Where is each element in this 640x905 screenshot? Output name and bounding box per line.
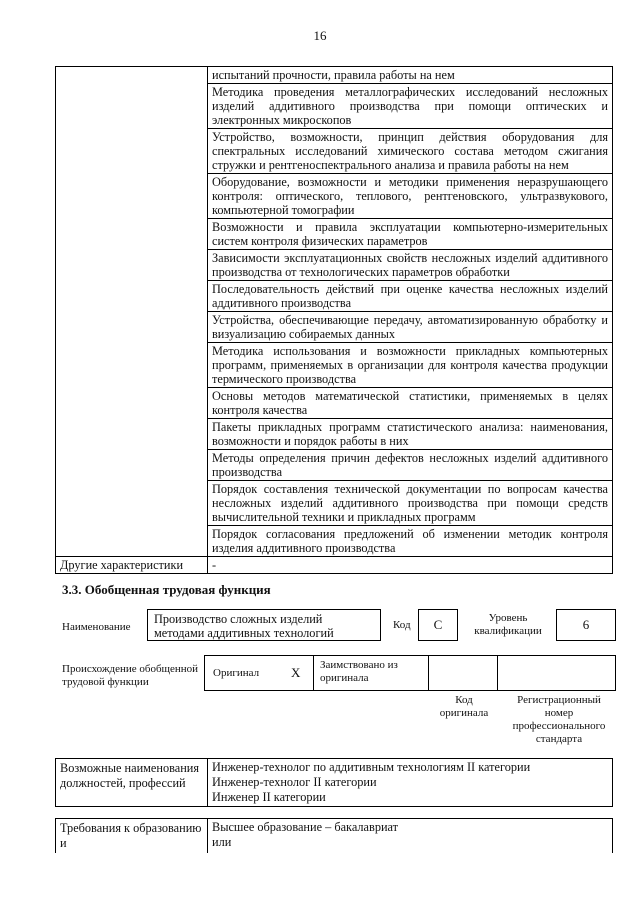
knowledge-item: Методика использования и возможности прикладных компьютерных программ, применяемых в организации для контроля качества продукции термического производства bbox=[208, 343, 613, 388]
knowledge-item: Порядок составления технической документации по вопросам качества несложных изделий аддитивного производства при помощи средств вычислительной техники и прикладных программ bbox=[208, 481, 613, 526]
tf-name-label: Наименование bbox=[62, 621, 131, 633]
other-value: - bbox=[208, 557, 613, 574]
origin-code-caption: Код оригинала bbox=[439, 694, 489, 719]
knowledge-item: Возможности и правила эксплуатации компьютерно-измерительных систем контроля физических параметров bbox=[208, 219, 613, 250]
section-title: 3.3. Обобщенная трудовая функция bbox=[62, 582, 271, 597]
knowledge-item: Методы определения причин дефектов несложных изделий аддитивного производства bbox=[208, 450, 613, 481]
knowledge-item: Пакеты прикладных программ статистического анализа: наименования, возможности и порядок работы в них bbox=[208, 419, 613, 450]
tf-level-label: Уровень квалификации bbox=[474, 612, 542, 637]
knowledge-item: испытаний прочности, правила работы на нем bbox=[208, 67, 613, 84]
knowledge-table bbox=[55, 66, 613, 574]
knowledge-item: Устройства, обеспечивающие передачу, автоматизированную обработку и визуализацию собираемых данных bbox=[208, 312, 613, 343]
tf-name-value: Производство сложных изделий методами аддитивных технологий bbox=[147, 609, 381, 641]
positions-values bbox=[208, 759, 613, 807]
knowledge-item: Устройство, возможности, принцип действия оборудования для спектральных исследований химического состава методом сжигания стружки и рентгеноспектрального анализа и правила работы на нем bbox=[208, 129, 613, 174]
knowledge-item: Порядок согласования предложений об изменении методик контроля изделия аддитивного производства bbox=[208, 526, 613, 557]
knowledge-item: Методика проведения металлографических исследований несложных изделий аддитивного производства при помощи оптических и электронных микроскопов bbox=[208, 84, 613, 129]
knowledge-item: Последовательность действий при оценке качества несложных изделий аддитивного производства bbox=[208, 281, 613, 312]
education-item: Высшее образование – бакалавриат bbox=[212, 820, 399, 834]
positions-label: Возможные наименования должностей, профессий bbox=[56, 759, 208, 807]
position-item: Инженер II категории bbox=[212, 790, 326, 804]
tf-level-value: 6 bbox=[556, 609, 616, 641]
knowledge-item: Оборудование, возможности и методики применения неразрушающего контроля: оптического, теплового, рентгеновского, ультразвукового, компьютерной томографии bbox=[208, 174, 613, 219]
origin-original-label: Оригинал bbox=[213, 667, 260, 679]
position-item: Инженер-технолог по аддитивным технологиям II категории bbox=[212, 760, 531, 774]
knowledge-label-cell bbox=[56, 67, 208, 557]
education-table bbox=[55, 818, 613, 853]
origin-label: Происхождение обобщенной трудовой функции bbox=[62, 663, 199, 688]
positions-table bbox=[55, 758, 613, 807]
page-number: 16 bbox=[313, 28, 327, 43]
knowledge-item: Зависимости эксплуатационных свойств несложных изделий аддитивного производства от технологических параметров обработки bbox=[208, 250, 613, 281]
education-label: Требования к образованию и bbox=[56, 819, 208, 854]
tf-code-label: Код bbox=[393, 619, 411, 631]
education-values bbox=[208, 819, 613, 854]
origin-original-cell bbox=[204, 655, 314, 691]
knowledge-row bbox=[56, 67, 613, 84]
origin-code-cell bbox=[428, 655, 498, 691]
knowledge-item: Основы методов математической статистики, применяемых в целях контроля качества bbox=[208, 388, 613, 419]
origin-borrowed-cell: Заимствовано из оригинала bbox=[313, 655, 429, 691]
position-item: Инженер-технолог II категории bbox=[212, 775, 377, 789]
other-row bbox=[56, 557, 613, 574]
other-label: Другие характеристики bbox=[56, 557, 208, 574]
origin-reg-caption: Регистрационный номер профессионального стандарта bbox=[512, 694, 606, 745]
tf-code-value: C bbox=[418, 609, 458, 641]
origin-original-mark: X bbox=[291, 665, 301, 680]
origin-reg-cell bbox=[497, 655, 616, 691]
education-item: или bbox=[212, 835, 232, 849]
